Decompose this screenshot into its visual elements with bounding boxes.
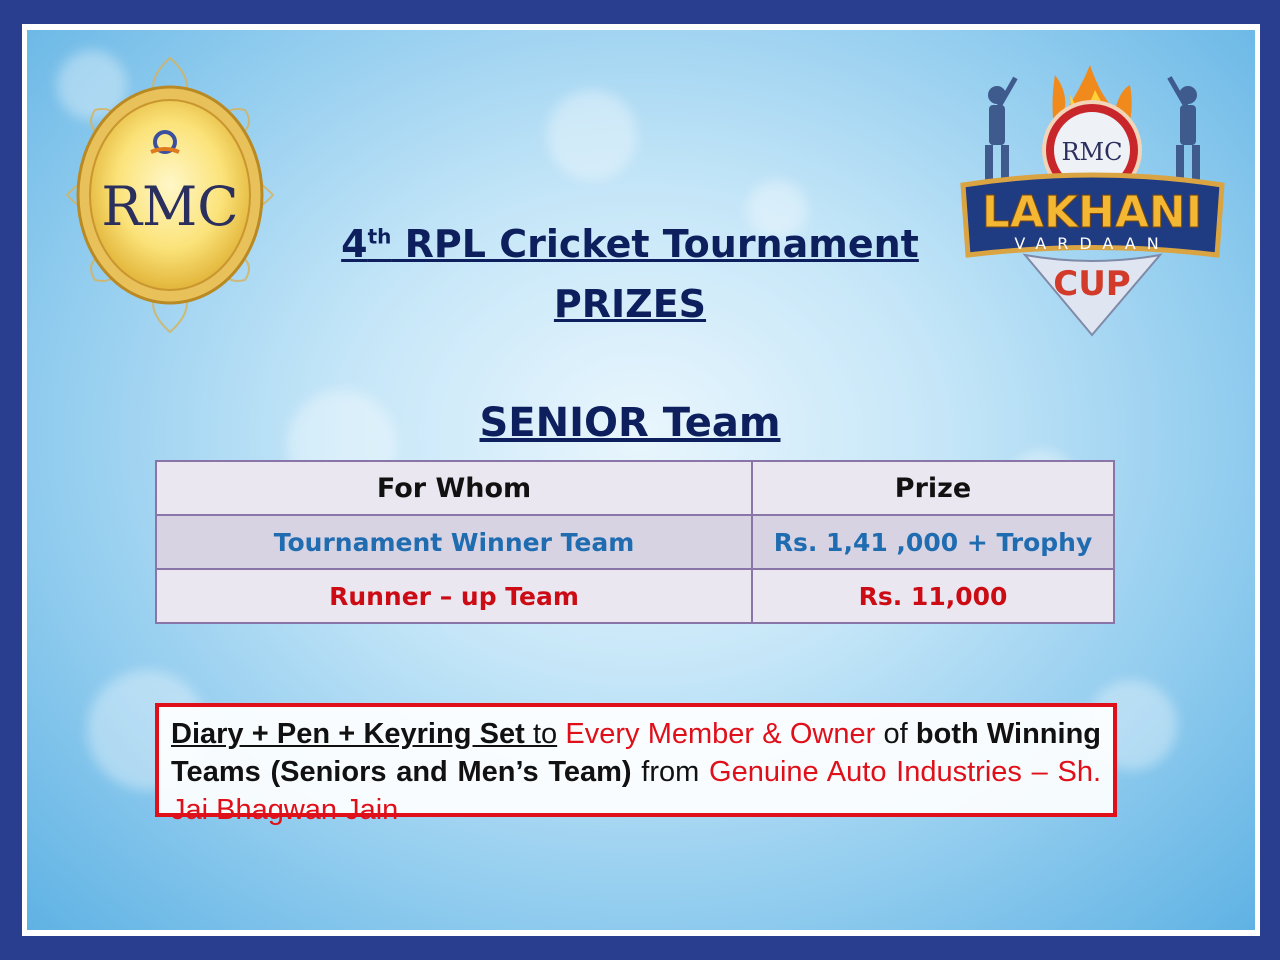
page-subtitle: PRIZES [553, 282, 707, 326]
note-of: of [875, 718, 916, 750]
for-whom-cell: Tournament Winner Team [156, 515, 752, 569]
rmc-logo-text: RMC [101, 175, 239, 238]
title-rest: RPL Cricket Tournament [391, 222, 919, 266]
prize-table [155, 460, 1115, 624]
table-row [156, 569, 1114, 623]
batsman-icon [1167, 76, 1200, 180]
cup-badge-text: RMC [1061, 138, 1123, 166]
note-to: to [532, 718, 558, 750]
column-header-prize: Prize [752, 461, 1114, 515]
page-title [300, 222, 960, 266]
gift-note-box [155, 703, 1117, 826]
cup-subtitle-text: VARDAAN [1014, 234, 1170, 253]
note-gift-items: Diary + Pen + Keyring Set [171, 718, 533, 750]
rmc-logo [55, 50, 285, 340]
table-header-row [156, 461, 1114, 515]
note-recipients: Every Member & Owner [557, 718, 876, 750]
bokeh-light [547, 90, 637, 180]
cup-title-text: LAKHANI [981, 187, 1203, 238]
lakhani-vardaan-cup-logo [955, 55, 1230, 345]
note-teams: both Winning Teams (Seniors and Men’s Team) [171, 718, 1101, 788]
column-header-for-whom: For Whom [156, 461, 752, 515]
title-ordinal: 4 [341, 222, 368, 266]
for-whom-cell: Runner – up Team [156, 569, 752, 623]
title-ordinal-suffix: th [367, 224, 392, 249]
table-row [156, 515, 1114, 569]
note-from: from [631, 756, 710, 788]
prize-cell: Rs. 11,000 [752, 569, 1114, 623]
cup-word-text: CUP [1053, 264, 1131, 304]
prize-cell: Rs. 1,41 ,000 + Trophy [752, 515, 1114, 569]
section-heading: SENIOR Team [479, 400, 781, 446]
batsman-icon [985, 77, 1018, 180]
note-sponsor: Genuine Auto Industries – Sh. Jai Bhagwan Jain [171, 756, 1101, 826]
page-title-text [341, 222, 919, 266]
